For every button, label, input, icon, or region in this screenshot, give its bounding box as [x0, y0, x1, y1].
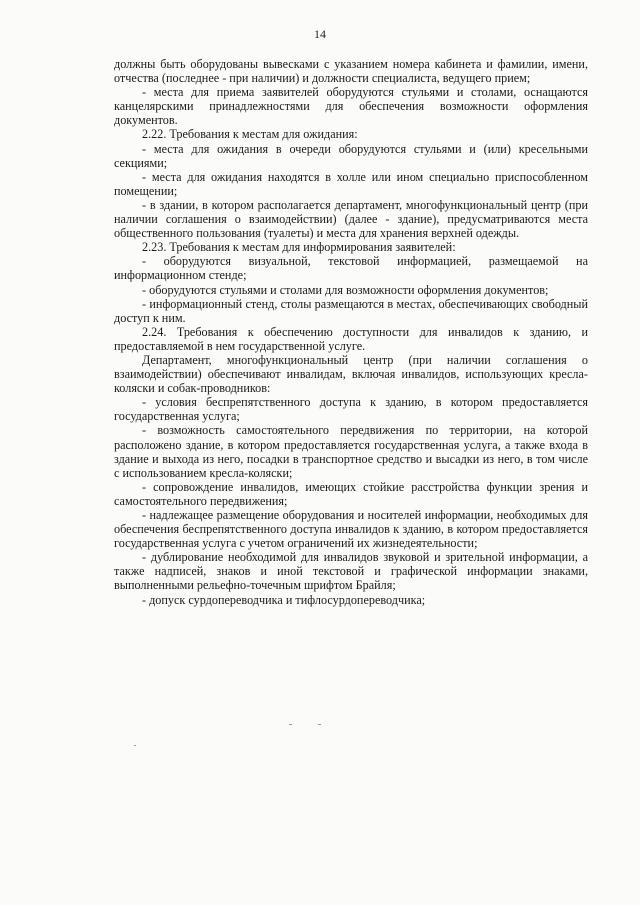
paragraph: - надлежащее размещение оборудования и носителей информации, необходимых для обеспечения беспрепятственного доступа инвалидов к зданию, в котором предоставляется государственная услуга с учетом ограничений их жизнедеятельности; [114, 508, 588, 551]
paragraph: - оборудуются стульями и столами для возможности оформления документов; [142, 282, 549, 297]
paragraph: - условия беспрепятственного доступа к зданию, в котором предоставляется государственная услуга; [114, 395, 588, 424]
scan-speck [134, 745, 136, 746]
section-heading-2-23: 2.23. Требования к местам для информирования заявителей: [142, 240, 456, 255]
section-heading-2-24: 2.24. Требования к обеспечению доступности для инвалидов к зданию, и предоставляемой в нем государственной услуге. [114, 324, 588, 353]
paragraph: - оборудуются визуальной, текстовой информацией, размещаемой на информационном стенде; [114, 254, 588, 283]
paragraph: должны быть оборудованы вывесками с указанием номера кабинета и фамилии, имени, отчества (последнее - при наличии) и должности специалиста, ведущего прием; [114, 57, 588, 86]
paragraph: - места для ожидания в очереди оборудуются стульями и (или) кресельными секциями; [114, 141, 588, 170]
paragraph: - в здании, в котором располагается департамент, многофункциональный центр (при наличии соглашения о взаимодействии) (далее - здание), предусматриваются места общественного пользования (туалеты) и места для хранения верхней одежды. [114, 197, 588, 241]
section-heading-2-22: 2.22. Требования к местам для ожидания: [142, 127, 358, 142]
paragraph: - места для ожидания находятся в холле или ином специально приспособленном помещении; [114, 169, 588, 198]
page-number: 14 [314, 27, 326, 41]
paragraph: - дублирование необходимой для инвалидов звуковой и зрительной информации, а также надписей, знаков и иной текстовой и графической информации знаками, выполненными рельефно-точечным шрифтом Брайля; [114, 550, 588, 593]
paragraph: - места для приема заявителей оборудуются стульями и столами, оснащаются канцелярскими принадлежностями для обеспечения возможности оформления документов. [114, 85, 588, 128]
paragraph: - допуск сурдопереводчика и тифлосурдопереводчика; [142, 592, 426, 607]
paragraph: - информационный стенд, столы размещаются в местах, обеспечивающих свободный доступ к ним. [114, 296, 588, 325]
paragraph: - возможность самостоятельного передвижения по территории, на которой расположено здание, в котором предоставляется государственная услуга, а также входа в здание и выхода из него, посадки в транспортное средство и высадки из него, в том числе с использованием кресла-коляски; [114, 423, 588, 480]
document-body [114, 57, 588, 607]
paragraph: - сопровождение инвалидов, имеющих стойкие расстройства функции зрения и самостоятельного передвижения; [114, 479, 588, 508]
scan-speck [318, 724, 321, 725]
paragraph: Департамент, многофункциональный центр (при наличии соглашения о взаимодействии) обеспечивают инвалидам, включая инвалидов, использующих кресла-коляски и собак-проводников: [114, 352, 588, 396]
scan-speck [289, 724, 292, 725]
